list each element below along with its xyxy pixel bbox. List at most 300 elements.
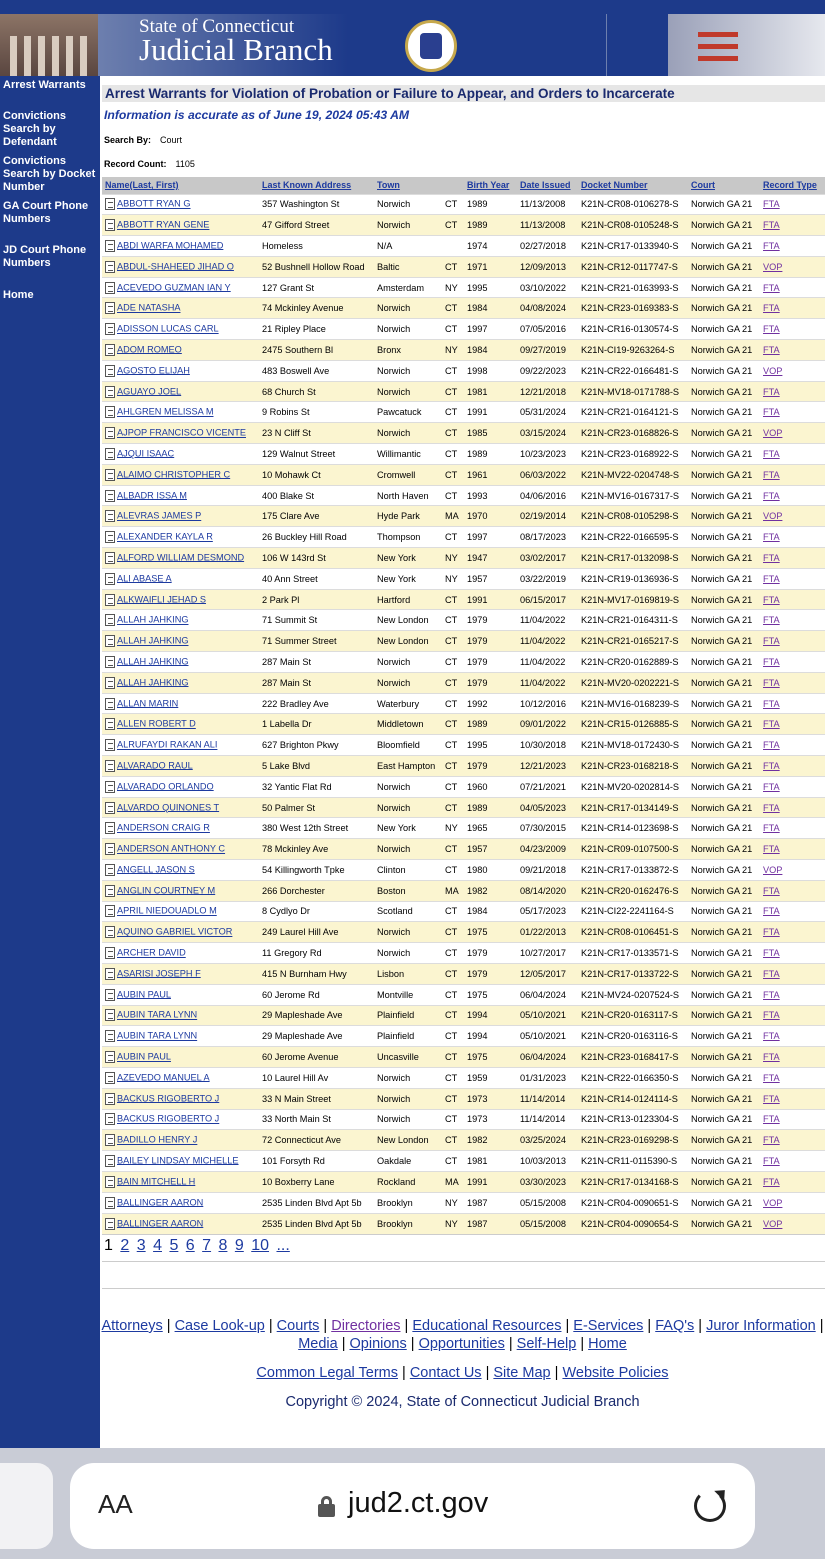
reader-options-button[interactable]: AA [98, 1489, 133, 1519]
cell-record-type[interactable] [760, 1151, 825, 1172]
cell-record-type[interactable] [760, 444, 825, 465]
document-icon[interactable] [105, 1155, 115, 1167]
record-type-link[interactable]: FTA [763, 1031, 780, 1042]
cell-name[interactable] [102, 319, 259, 340]
defendant-name-link[interactable]: ALAIMO CHRISTOPHER C [117, 469, 231, 480]
document-icon[interactable] [105, 677, 115, 689]
record-type-link[interactable]: FTA [763, 615, 780, 626]
footer-link-juror-information[interactable]: Juror Information [706, 1318, 816, 1334]
cell-record-type[interactable] [760, 589, 825, 610]
record-type-link[interactable]: FTA [763, 469, 780, 480]
document-icon[interactable] [105, 323, 115, 335]
footer-link-media[interactable]: Media [298, 1336, 338, 1352]
defendant-name-link[interactable]: BACKUS RIGOBERTO J [117, 1113, 220, 1124]
cell-name[interactable] [102, 984, 259, 1005]
previous-tab[interactable] [0, 1463, 53, 1549]
defendant-name-link[interactable]: ABDI WARFA MOHAMED [117, 240, 224, 251]
record-type-link[interactable]: VOP [763, 261, 783, 272]
record-type-link[interactable]: FTA [763, 927, 780, 938]
defendant-name-link[interactable]: ALVARDO QUINONES T [117, 801, 220, 812]
record-type-link[interactable]: FTA [763, 1156, 780, 1167]
cell-record-type[interactable] [760, 485, 825, 506]
defendant-name-link[interactable]: ANDERSON CRAIG R [117, 822, 210, 833]
document-icon[interactable] [105, 739, 115, 751]
document-icon[interactable] [105, 1072, 115, 1084]
cell-record-type[interactable] [760, 860, 825, 881]
defendant-name-link[interactable]: BAILEY LINDSAY MICHELLE [117, 1155, 239, 1166]
cell-name[interactable] [102, 1088, 259, 1109]
record-type-link[interactable]: FTA [763, 282, 780, 293]
col-header-record-type[interactable]: Record Type [760, 177, 825, 194]
footer-link-attorneys[interactable]: Attorneys [101, 1318, 163, 1334]
cell-record-type[interactable] [760, 1005, 825, 1026]
cell-record-type[interactable] [760, 756, 825, 777]
record-type-link[interactable]: FTA [763, 906, 780, 917]
cell-record-type[interactable] [760, 256, 825, 277]
cell-record-type[interactable] [760, 1088, 825, 1109]
record-type-link[interactable]: FTA [763, 303, 780, 314]
defendant-name-link[interactable]: AGUAYO JOEL [117, 386, 182, 396]
sidebar-item-ga-court-phones[interactable]: GA Court Phone Numbers [3, 200, 89, 225]
document-icon[interactable] [105, 448, 115, 460]
document-icon[interactable] [105, 261, 115, 273]
document-icon[interactable] [105, 926, 115, 938]
record-type-link[interactable]: FTA [763, 386, 780, 397]
cell-record-type[interactable] [760, 568, 825, 589]
cell-name[interactable] [102, 735, 259, 756]
cell-record-type[interactable] [760, 527, 825, 548]
cell-record-type[interactable] [760, 402, 825, 423]
cell-name[interactable] [102, 797, 259, 818]
defendant-name-link[interactable]: ALLAH JAHKING [117, 614, 189, 625]
defendant-name-link[interactable]: ALLEN ROBERT D [117, 718, 196, 729]
cell-name[interactable] [102, 756, 259, 777]
footer-link-contact-us[interactable]: Contact Us [409, 1365, 482, 1381]
defendant-name-link[interactable]: AUBIN PAUL [117, 1051, 171, 1062]
cell-record-type[interactable] [760, 277, 825, 298]
footer-link-courts[interactable]: Courts [276, 1318, 320, 1334]
cell-name[interactable] [102, 963, 259, 984]
defendant-name-link[interactable]: ADE NATASHA [117, 302, 181, 313]
record-type-link[interactable]: FTA [763, 885, 780, 896]
record-type-link[interactable]: FTA [763, 199, 780, 210]
cell-docket: K21N-CR22-0166350-S [578, 1067, 688, 1088]
record-type-link[interactable]: FTA [763, 677, 780, 688]
document-icon[interactable] [105, 802, 115, 814]
record-type-link[interactable]: FTA [763, 490, 780, 501]
cell-name[interactable] [102, 860, 259, 881]
cell-record-type[interactable] [760, 464, 825, 485]
record-type-link[interactable]: FTA [763, 344, 780, 355]
pagination-page[interactable]: 9 [234, 1237, 244, 1254]
document-icon[interactable] [105, 1218, 115, 1230]
document-icon[interactable] [105, 240, 115, 252]
record-type-link[interactable]: FTA [763, 844, 780, 855]
document-icon[interactable] [105, 469, 115, 481]
defendant-name-link[interactable]: ALLAH JAHKING [117, 656, 189, 667]
defendant-name-link[interactable]: AUBIN PAUL [117, 989, 171, 1000]
record-type-link[interactable]: VOP [763, 1197, 783, 1208]
defendant-name-link[interactable]: APRIL NIEDOUADLO M [117, 905, 217, 916]
record-type-link[interactable]: FTA [763, 968, 780, 979]
document-icon[interactable] [105, 1113, 115, 1125]
defendant-name-link[interactable]: AUBIN TARA LYNN [117, 1009, 198, 1020]
document-icon[interactable] [105, 885, 115, 897]
cell-name[interactable] [102, 444, 259, 465]
defendant-name-link[interactable]: BALLINGER AARON [117, 1218, 204, 1229]
defendant-name-link[interactable]: ALFORD WILLIAM DESMOND [117, 552, 245, 563]
cell-record-type[interactable] [760, 984, 825, 1005]
cell-birth-year: 1975 [464, 922, 517, 943]
document-icon[interactable] [105, 1009, 115, 1021]
defendant-name-link[interactable]: ARCHER DAVID [117, 947, 186, 958]
cell-record-type[interactable] [760, 548, 825, 569]
cell-record-type[interactable] [760, 839, 825, 860]
document-icon[interactable] [105, 1051, 115, 1063]
cell-name[interactable] [102, 381, 259, 402]
cell-name[interactable] [102, 1130, 259, 1151]
defendant-name-link[interactable]: AJPOP FRANCISCO VICENTE [117, 427, 246, 438]
defendant-name-link[interactable]: ALI ABASE A [117, 573, 172, 584]
cell-name[interactable] [102, 631, 259, 652]
document-icon[interactable] [105, 635, 115, 647]
defendant-name-link[interactable]: ANGELL JASON S [117, 864, 195, 875]
record-type-link[interactable]: VOP [763, 1218, 783, 1229]
cell-name[interactable] [102, 922, 259, 943]
cell-record-type[interactable] [760, 194, 825, 215]
cell-name[interactable] [102, 589, 259, 610]
footer-link-e-services[interactable]: E-Services [573, 1318, 644, 1334]
document-icon[interactable] [105, 718, 115, 730]
record-type-link[interactable]: FTA [763, 573, 780, 584]
record-type-link[interactable]: FTA [763, 324, 780, 335]
document-icon[interactable] [105, 386, 115, 398]
cell-record-type[interactable] [760, 1047, 825, 1068]
document-icon[interactable] [105, 1134, 115, 1146]
cell-record-type[interactable] [760, 215, 825, 236]
cell-name[interactable] [102, 548, 259, 569]
defendant-name-link[interactable]: ABDUL-SHAHEED JIHAD O [117, 261, 234, 272]
document-icon[interactable] [105, 365, 115, 377]
pagination-page[interactable]: 5 [169, 1237, 179, 1254]
url-text[interactable]: jud2.ct.gov [348, 1487, 489, 1519]
defendant-name-link[interactable]: ALVARADO ORLANDO [117, 781, 214, 792]
document-icon[interactable] [105, 219, 115, 231]
cell-record-type[interactable] [760, 797, 825, 818]
record-type-link[interactable]: FTA [763, 532, 780, 543]
cell-record-type[interactable] [760, 1130, 825, 1151]
cell-record-type[interactable] [760, 1192, 825, 1213]
defendant-name-link[interactable]: ALEXANDER KAYLA R [117, 531, 213, 542]
cell-record-type[interactable] [760, 319, 825, 340]
document-icon[interactable] [105, 552, 115, 564]
sidebar-item-convictions-by-docket[interactable]: Convictions Search by Docket Number [3, 155, 96, 193]
defendant-name-link[interactable]: ANGLIN COURTNEY M [117, 885, 216, 896]
defendant-name-link[interactable]: ADOM ROMEO [117, 344, 182, 355]
record-type-link[interactable]: FTA [763, 1114, 780, 1125]
record-type-link[interactable]: VOP [763, 864, 783, 875]
cell-record-type[interactable] [760, 381, 825, 402]
document-icon[interactable] [105, 989, 115, 1001]
cell-name[interactable] [102, 527, 259, 548]
document-icon[interactable] [105, 282, 115, 294]
cell-record-type[interactable] [760, 922, 825, 943]
pagination-page[interactable]: 2 [120, 1237, 130, 1254]
record-type-link[interactable]: FTA [763, 760, 780, 771]
record-type-link[interactable]: FTA [763, 656, 780, 667]
col-header-birth-year[interactable]: Birth Year [464, 177, 517, 194]
cell-name[interactable] [102, 880, 259, 901]
defendant-name-link[interactable]: AQUINO GABRIEL VICTOR [117, 926, 233, 937]
record-type-link[interactable]: FTA [763, 240, 780, 251]
record-type-link[interactable]: FTA [763, 948, 780, 959]
document-icon[interactable] [105, 427, 115, 439]
cell-record-type[interactable] [760, 631, 825, 652]
record-type-link[interactable]: FTA [763, 448, 780, 459]
cell-name[interactable] [102, 943, 259, 964]
sidebar-item-convictions-by-defendant[interactable]: Convictions Search by Defendant [3, 110, 66, 148]
cell-record-type[interactable] [760, 735, 825, 756]
footer-link-opportunities[interactable]: Opportunities [418, 1336, 505, 1352]
document-icon[interactable] [105, 198, 115, 210]
document-icon[interactable] [105, 531, 115, 543]
defendant-name-link[interactable]: ACEVEDO GUZMAN IAN Y [117, 282, 231, 293]
cell-record-type[interactable] [760, 298, 825, 319]
record-type-link[interactable]: FTA [763, 1052, 780, 1063]
cell-name[interactable] [102, 1171, 259, 1192]
sidebar-item-home[interactable]: Home [3, 289, 34, 301]
footer-link-website-policies[interactable]: Website Policies [562, 1365, 669, 1381]
record-type-link[interactable]: FTA [763, 802, 780, 813]
cell-name[interactable] [102, 215, 259, 236]
cell-name[interactable] [102, 236, 259, 257]
cell-record-type[interactable] [760, 1026, 825, 1047]
col-header-court[interactable]: Court [688, 177, 760, 194]
record-type-link[interactable]: FTA [763, 1072, 780, 1083]
cell-record-type[interactable] [760, 880, 825, 901]
record-type-link[interactable]: VOP [763, 428, 783, 439]
record-type-link[interactable]: FTA [763, 740, 780, 751]
defendant-name-link[interactable]: AZEVEDO MANUEL A [117, 1072, 210, 1083]
document-icon[interactable] [105, 406, 115, 418]
cell-name[interactable] [102, 1151, 259, 1172]
document-icon[interactable] [105, 843, 115, 855]
footer-link-directories[interactable]: Directories [331, 1318, 401, 1334]
cell-record-type[interactable] [760, 1171, 825, 1192]
cell-record-type[interactable] [760, 506, 825, 527]
address-bar[interactable] [70, 1463, 755, 1549]
record-type-link[interactable]: FTA [763, 719, 780, 730]
defendant-name-link[interactable]: ALLAH JAHKING [117, 677, 189, 688]
col-header-date-issued[interactable]: Date Issued [517, 177, 578, 194]
col-header-name[interactable]: Name(Last, First) [102, 177, 259, 194]
pagination-page[interactable]: 4 [153, 1237, 162, 1254]
col-header-address[interactable]: Last Known Address [259, 177, 374, 194]
pagination-page[interactable]: 7 [202, 1237, 212, 1254]
defendant-name-link[interactable]: ABBOTT RYAN GENE [117, 219, 210, 230]
footer-link-self-help[interactable]: Self-Help [516, 1336, 577, 1352]
document-icon[interactable] [105, 864, 115, 876]
cell-address: 54 Killingworth Tpke [259, 860, 374, 881]
col-header-docket[interactable]: Docket Number [578, 177, 688, 194]
cell-name[interactable] [102, 672, 259, 693]
cell-record-type[interactable] [760, 943, 825, 964]
document-icon[interactable] [105, 947, 115, 959]
document-icon[interactable] [105, 573, 115, 585]
sidebar-item-jd-court-phones[interactable]: JD Court Phone Numbers [3, 244, 87, 269]
defendant-name-link[interactable]: BALLINGER AARON [117, 1197, 204, 1208]
cell-name[interactable] [102, 1109, 259, 1130]
col-header-town[interactable]: Town [374, 177, 442, 194]
footer-link-home[interactable]: Home [588, 1336, 627, 1352]
record-type-link[interactable]: FTA [763, 594, 780, 605]
defendant-name-link[interactable]: BACKUS RIGOBERTO J [117, 1093, 220, 1104]
document-icon[interactable] [105, 614, 115, 626]
pagination-page[interactable]: 3 [136, 1237, 146, 1254]
cell-record-type[interactable] [760, 693, 825, 714]
record-type-link[interactable]: FTA [763, 1176, 780, 1187]
cell-name[interactable] [102, 818, 259, 839]
record-type-link[interactable]: FTA [763, 781, 780, 792]
table-row [102, 756, 825, 777]
cell-name[interactable] [102, 568, 259, 589]
document-icon[interactable] [105, 656, 115, 668]
cell-name[interactable] [102, 652, 259, 673]
record-type-link[interactable]: FTA [763, 407, 780, 418]
footer-link-faqs[interactable]: FAQ's [655, 1318, 695, 1334]
cell-name[interactable] [102, 901, 259, 922]
cell-record-type[interactable] [760, 1067, 825, 1088]
cell-name[interactable] [102, 1047, 259, 1068]
record-type-link[interactable]: FTA [763, 823, 780, 834]
document-icon[interactable] [105, 781, 115, 793]
defendant-name-link[interactable]: BAIN MITCHELL H [117, 1176, 196, 1187]
pagination-page[interactable]: 8 [218, 1237, 228, 1254]
cell-name[interactable] [102, 423, 259, 444]
cell-record-type[interactable] [760, 652, 825, 673]
cell-record-type[interactable] [760, 818, 825, 839]
document-icon[interactable] [105, 905, 115, 917]
document-icon[interactable] [105, 1093, 115, 1105]
defendant-name-link[interactable]: AJQUI ISAAC [117, 448, 175, 459]
document-icon[interactable] [105, 344, 115, 356]
cell-name[interactable] [102, 839, 259, 860]
cell-name[interactable] [102, 340, 259, 361]
cell-name[interactable] [102, 194, 259, 215]
cell-name[interactable] [102, 485, 259, 506]
record-type-link[interactable]: FTA [763, 1010, 780, 1021]
defendant-name-link[interactable]: ALEVRAS JAMES P [117, 510, 202, 521]
pagination-page[interactable]: 6 [185, 1237, 195, 1254]
defendant-name-link[interactable]: ANDERSON ANTHONY C [117, 843, 226, 854]
defendant-name-link[interactable]: ADISSON LUCAS CARL [117, 323, 219, 334]
cell-name[interactable] [102, 1005, 259, 1026]
defendant-name-link[interactable]: ALKWAIFLI JEHAD S [117, 593, 207, 604]
defendant-name-link[interactable]: ALLAH JAHKING [117, 635, 189, 646]
cell-record-type[interactable] [760, 901, 825, 922]
document-icon[interactable] [105, 1176, 115, 1188]
cell-name[interactable] [102, 610, 259, 631]
cell-record-type[interactable] [760, 610, 825, 631]
defendant-name-link[interactable]: ALRUFAYDI RAKAN ALI [117, 739, 218, 750]
defendant-name-link[interactable]: ALVARADO RAUL [117, 760, 193, 771]
cell-record-type[interactable] [760, 1109, 825, 1130]
document-icon[interactable] [105, 510, 115, 522]
cell-name[interactable] [102, 298, 259, 319]
record-type-link[interactable]: FTA [763, 989, 780, 1000]
cell-name[interactable] [102, 714, 259, 735]
defendant-name-link[interactable]: BADILLO HENRY J [117, 1134, 198, 1145]
cell-record-type[interactable] [760, 340, 825, 361]
cell-name[interactable] [102, 506, 259, 527]
defendant-name-link[interactable]: ALLAN MARIN [117, 697, 179, 708]
record-type-link[interactable]: FTA [763, 698, 780, 709]
record-type-link[interactable]: VOP [763, 365, 783, 376]
document-icon[interactable] [105, 760, 115, 772]
defendant-name-link[interactable]: AUBIN TARA LYNN [117, 1030, 198, 1041]
record-type-link[interactable]: FTA [763, 636, 780, 647]
cell-name[interactable] [102, 1026, 259, 1047]
cell-name[interactable] [102, 402, 259, 423]
sidebar-item-arrest-warrants[interactable]: Arrest Warrants [3, 79, 86, 91]
document-icon[interactable] [105, 302, 115, 314]
cell-name[interactable] [102, 277, 259, 298]
pagination-more[interactable]: ... [276, 1237, 290, 1254]
document-icon[interactable] [105, 822, 115, 834]
defendant-name-link[interactable]: AGOSTO ELIJAH [117, 365, 190, 376]
cell-record-type[interactable] [760, 672, 825, 693]
cell-name[interactable] [102, 256, 259, 277]
cell-name[interactable] [102, 776, 259, 797]
defendant-name-link[interactable]: ASARISI JOSEPH F [117, 968, 201, 979]
footer-link-case-lookup[interactable]: Case Look-up [174, 1318, 265, 1334]
pagination-page[interactable]: 10 [251, 1237, 270, 1254]
defendant-name-link[interactable]: ABBOTT RYAN G [117, 198, 191, 209]
cell-record-type[interactable] [760, 963, 825, 984]
cell-record-type[interactable] [760, 776, 825, 797]
defendant-name-link[interactable]: ALBADR ISSA M [117, 489, 187, 500]
cell-name[interactable] [102, 1067, 259, 1088]
cell-name[interactable] [102, 693, 259, 714]
footer-link-educational-resources[interactable]: Educational Resources [412, 1318, 562, 1334]
cell-name[interactable] [102, 360, 259, 381]
document-icon[interactable] [105, 490, 115, 502]
cell-name[interactable] [102, 1213, 259, 1234]
document-icon[interactable] [105, 698, 115, 710]
record-type-link[interactable]: FTA [763, 1093, 780, 1104]
document-icon[interactable] [105, 968, 115, 980]
cell-record-type[interactable] [760, 423, 825, 444]
record-type-link[interactable]: FTA [763, 552, 780, 563]
cell-record-type[interactable] [760, 1213, 825, 1234]
cell-record-type[interactable] [760, 236, 825, 257]
record-type-link[interactable]: FTA [763, 1135, 780, 1146]
defendant-name-link[interactable]: AHLGREN MELISSA M [117, 406, 214, 417]
document-icon[interactable] [105, 1030, 115, 1042]
cell-name[interactable] [102, 464, 259, 485]
record-type-link[interactable]: VOP [763, 511, 783, 522]
cell-name[interactable] [102, 1192, 259, 1213]
reload-icon[interactable] [694, 1490, 726, 1522]
footer-link-site-map[interactable]: Site Map [493, 1365, 551, 1381]
cell-record-type[interactable] [760, 360, 825, 381]
cell-record-type[interactable] [760, 714, 825, 735]
document-icon[interactable] [105, 594, 115, 606]
document-icon[interactable] [105, 1197, 115, 1209]
footer-link-opinions[interactable]: Opinions [349, 1336, 407, 1352]
record-type-link[interactable]: FTA [763, 220, 780, 231]
footer-link-common-legal-terms[interactable]: Common Legal Terms [256, 1365, 398, 1381]
